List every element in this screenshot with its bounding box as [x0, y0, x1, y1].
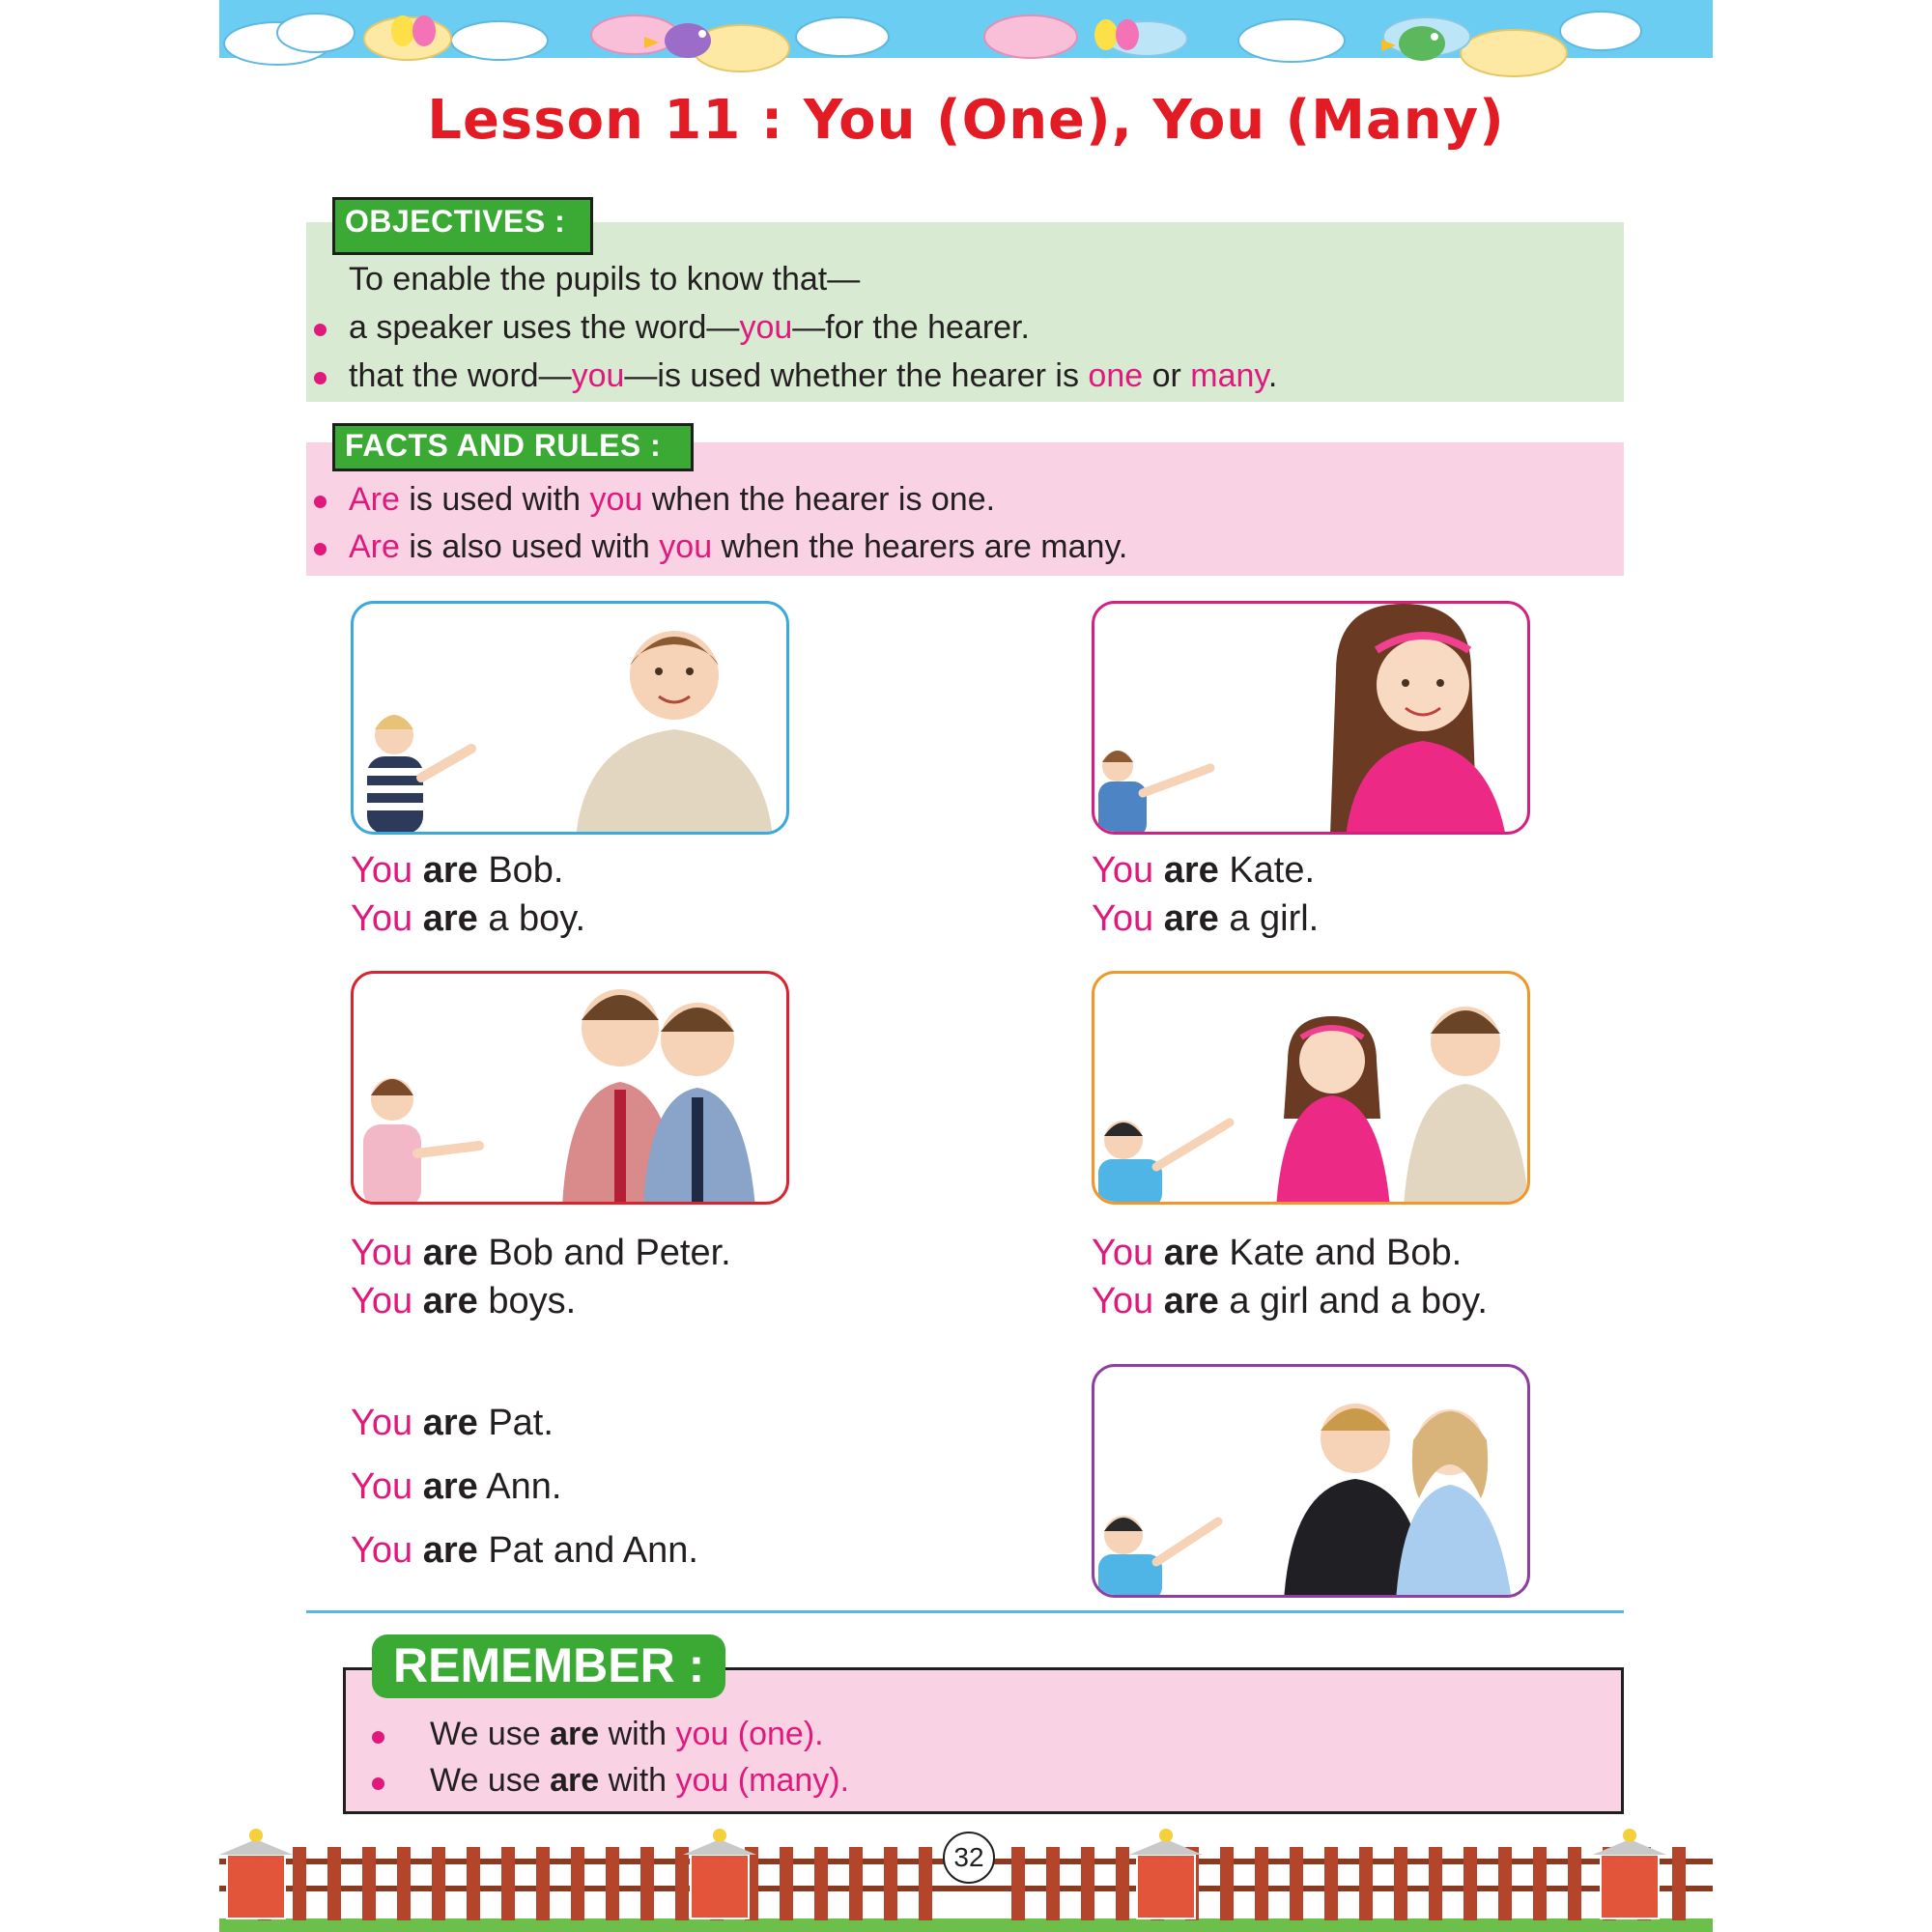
girl-figure	[1276, 1016, 1390, 1205]
photo-card-bob	[351, 601, 789, 835]
cloud-decoration	[219, 0, 1713, 87]
bullet-icon	[314, 324, 327, 336]
kids-photo	[1094, 604, 1530, 835]
bullet-icon	[314, 543, 327, 555]
photo-card-kate-bob	[1092, 971, 1530, 1205]
objectives-intro: To enable the pupils to know that—	[349, 261, 861, 298]
boy-figure	[643, 1003, 755, 1205]
textbook-page	[219, 0, 1713, 1932]
kids-photo	[1094, 1367, 1530, 1598]
lesson-title: Lesson 11 : You (One), You (Many)	[427, 89, 1505, 152]
caption-pat-ann: You are Pat. You are Ann. You are Pat and Ann.	[351, 1403, 698, 1571]
caption-bob-peter: You are Bob and Peter. You are boys.	[351, 1233, 731, 1321]
boy-pointing-figure	[1098, 1121, 1230, 1205]
fact-item: Are is also used with you when the hearers are many.	[349, 528, 1128, 565]
photo-card-pat-ann	[1092, 1364, 1530, 1598]
boy-figure	[576, 631, 773, 835]
objectives-tag: OBJECTIVES :	[332, 197, 593, 255]
page-number: 32	[943, 1832, 995, 1884]
boy-pointing-figure	[1098, 1516, 1218, 1598]
kids-photo	[1094, 974, 1530, 1205]
boy-pointing-figure	[1098, 751, 1210, 835]
bullet-icon	[372, 1777, 384, 1790]
bullet-icon	[314, 372, 327, 384]
objective-item: a speaker uses the word—you—for the hearer.	[349, 309, 1030, 346]
kids-photo	[354, 604, 789, 835]
photo-card-kate	[1092, 601, 1530, 835]
caption-kate: You are Kate. You are a girl.	[1092, 850, 1320, 939]
girl-figure	[1396, 1409, 1512, 1598]
remember-item: We use are with you (one).	[430, 1716, 824, 1752]
section-divider	[306, 1610, 1624, 1613]
caption-bob: You are Bob. You are a boy.	[351, 850, 586, 939]
facts-tag: FACTS AND RULES :	[332, 423, 694, 471]
bullet-icon	[372, 1731, 384, 1744]
photo-card-bob-peter	[351, 971, 789, 1205]
caption-kate-bob: You are Kate and Bob. You are a girl and a boy.	[1092, 1233, 1488, 1321]
girl-pointing-figure	[363, 1078, 479, 1205]
kids-photo	[354, 974, 789, 1205]
remember-item: We use are with you (many).	[430, 1762, 850, 1799]
boy-figure	[1404, 1007, 1529, 1205]
bullet-icon	[314, 496, 327, 508]
fact-item: Are is used with you when the hearer is one.	[349, 481, 996, 518]
girl-figure	[1330, 604, 1506, 835]
girl-pointing-figure	[367, 715, 471, 834]
objective-item: that the word—you—is used whether the hearer is one or many.	[349, 357, 1278, 394]
remember-tag: REMEMBER :	[372, 1634, 725, 1698]
